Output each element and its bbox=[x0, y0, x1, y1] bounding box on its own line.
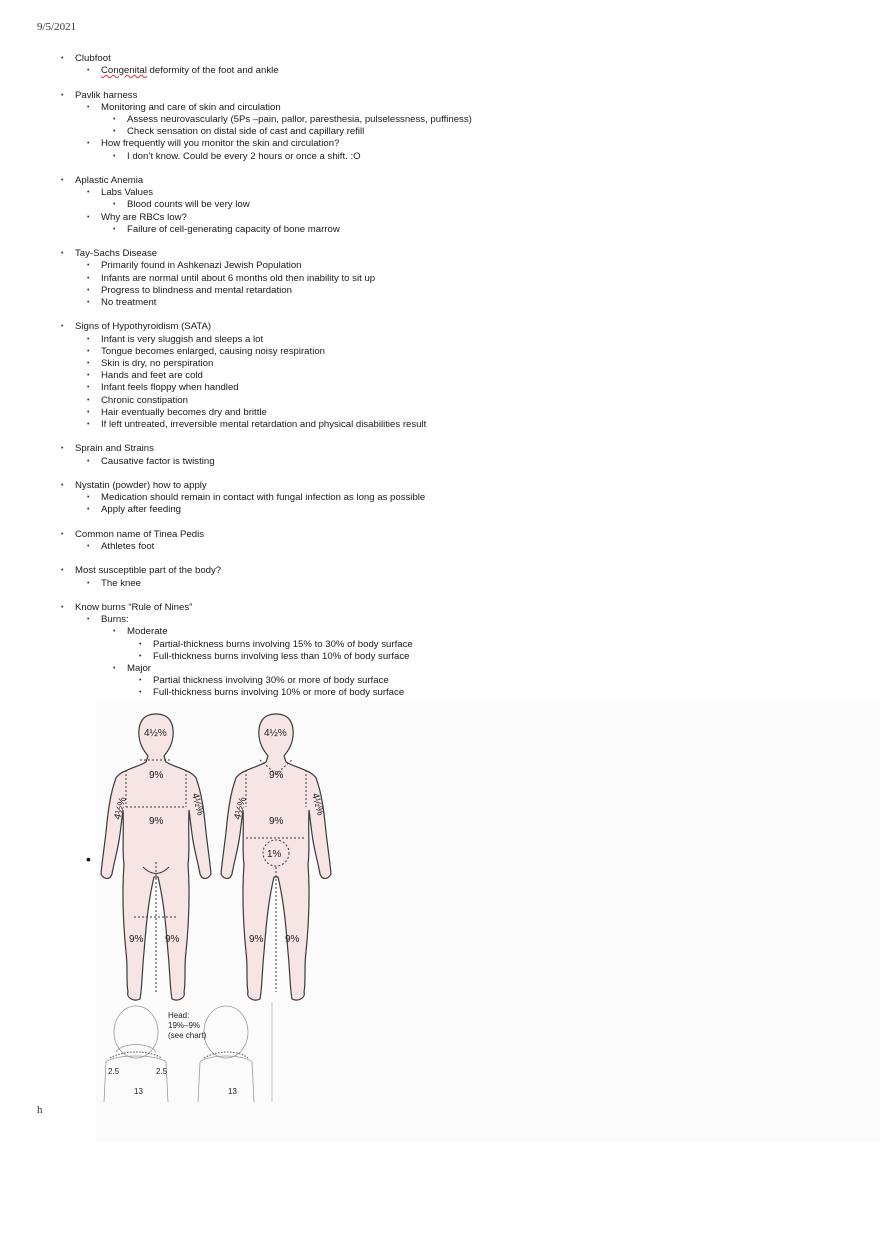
outline-line bbox=[113, 199, 250, 211]
outline-text: Athletes foot bbox=[101, 541, 155, 552]
outline-text: Nystatin (powder) how to apply bbox=[75, 480, 207, 491]
bullet-icon: • bbox=[61, 567, 64, 575]
outline-text: Common name of Tinea Pedis bbox=[75, 528, 205, 540]
outline-line bbox=[87, 504, 182, 516]
outline-line bbox=[87, 211, 187, 224]
outline-line bbox=[87, 65, 279, 77]
outline-text: Chronic constipation bbox=[101, 394, 188, 406]
label-back-right-arm: 4½% bbox=[189, 791, 206, 817]
figure-bullet: • bbox=[86, 851, 91, 867]
bullet-icon: • bbox=[87, 384, 90, 392]
bullet-icon: • bbox=[139, 652, 142, 660]
bullet-icon: • bbox=[87, 543, 90, 550]
outline-line bbox=[139, 650, 410, 663]
bullet-icon: • bbox=[113, 201, 116, 209]
outline-text: Signs of Hypothyroidism (SATA) bbox=[75, 321, 212, 333]
outline-text: Burns: bbox=[101, 614, 129, 626]
label-back-lower-trunk: 9% bbox=[149, 816, 164, 827]
outline-text: Full-thickness burns involving less than 10% of body surface bbox=[153, 650, 410, 662]
label-front-right-arm: 4½% bbox=[309, 791, 326, 817]
outline-line bbox=[61, 89, 138, 102]
outline-line bbox=[87, 455, 215, 468]
outline-line bbox=[87, 382, 239, 394]
label-back-head: 4½% bbox=[144, 728, 167, 739]
outline-text: Monitoring and care of skin and circulation bbox=[101, 101, 281, 113]
bullet-icon: • bbox=[113, 225, 116, 233]
outline-text: Apply after feeding bbox=[101, 504, 182, 516]
outline-text: Labs Values bbox=[101, 187, 154, 199]
outline-text: Full-thickness burns involving 10% or more of body surface bbox=[153, 687, 405, 699]
bullet-icon: • bbox=[113, 116, 116, 123]
label-front-right-leg: 9% bbox=[285, 934, 300, 945]
outline-text: If left untreated, irreversible mental retardation and physical disabilities result bbox=[101, 419, 427, 430]
bullet-icon: • bbox=[61, 530, 64, 538]
bullet-icon: • bbox=[61, 323, 64, 331]
outline-line bbox=[87, 394, 188, 407]
child-arm-left: 2.5 bbox=[108, 1067, 120, 1076]
bullet-icon: • bbox=[61, 604, 64, 611]
outline-line bbox=[87, 577, 142, 590]
child-head-note-1: Head: bbox=[168, 1011, 190, 1020]
outline-text: Major bbox=[127, 663, 151, 674]
bullet-icon: • bbox=[87, 360, 90, 367]
bullet-icon: • bbox=[139, 640, 142, 648]
bullet-icon: • bbox=[87, 494, 90, 502]
page-date: 9/5/2021 bbox=[37, 21, 77, 33]
outline-line bbox=[87, 345, 325, 358]
label-front-perineum: 1% bbox=[267, 849, 282, 860]
outline-text: Assess neurovascularly (5Ps –pain, pallor, paresthesia, pulselessness, puffiness) bbox=[127, 114, 472, 125]
outline-text: Tongue becomes enlarged, causing noisy respiration bbox=[101, 345, 325, 357]
outline-line bbox=[87, 101, 281, 114]
bullet-icon: • bbox=[139, 689, 142, 697]
outline-line bbox=[61, 480, 207, 492]
outline-text: Moderate bbox=[127, 626, 168, 638]
outline-text: Clubfoot bbox=[75, 53, 111, 64]
outline-text: Pavlik harness bbox=[75, 89, 138, 101]
outline-text: Skin is dry, no perspiration bbox=[101, 358, 214, 369]
label-back-left-leg: 9% bbox=[129, 934, 144, 945]
child-arm-right: 2.5 bbox=[156, 1067, 168, 1076]
outline-line bbox=[139, 638, 413, 651]
child-trunk-front: 13 bbox=[134, 1087, 143, 1096]
bullet-icon: • bbox=[113, 128, 116, 136]
outline-text: Know burns “Rule of Nines” bbox=[75, 602, 193, 613]
bullet-icon: • bbox=[61, 55, 64, 62]
outline-line bbox=[87, 358, 214, 370]
outline-line bbox=[113, 663, 151, 675]
outline-text: Progress to blindness and mental retardation bbox=[101, 284, 292, 296]
outline-text: Check sensation on distal side of cast and capillary refill bbox=[127, 126, 365, 138]
outline-text: Failure of cell-generating capacity of bone marrow bbox=[127, 223, 340, 235]
label-back-left-arm: 4½% bbox=[112, 795, 129, 821]
child-head-note-3: (see chart) bbox=[168, 1031, 207, 1040]
outline-text: Hands and feet are cold bbox=[101, 370, 203, 382]
child-trunk-back: 13 bbox=[228, 1087, 237, 1096]
outline-line bbox=[139, 687, 405, 699]
outline-text: Tay-Sachs Disease bbox=[75, 248, 158, 260]
outline-text: Why are RBCs low? bbox=[101, 211, 187, 223]
bullet-icon: • bbox=[87, 396, 90, 404]
outline-line bbox=[113, 126, 365, 138]
outline-line bbox=[87, 370, 203, 382]
outline-text: Infants are normal until about 6 months old then inability to sit up bbox=[101, 272, 376, 284]
outline-text: Medication should remain in contact with fungal infection as long as possible bbox=[101, 492, 426, 504]
bullet-icon: • bbox=[61, 177, 64, 184]
footer-left: h bbox=[37, 1104, 43, 1116]
label-front-left-leg: 9% bbox=[249, 934, 264, 945]
outline-line bbox=[61, 321, 212, 333]
outline-line bbox=[87, 419, 427, 431]
outline-line bbox=[61, 602, 193, 614]
bullet-icon: • bbox=[87, 299, 90, 306]
outline-line bbox=[87, 260, 302, 272]
outline-line bbox=[61, 175, 144, 187]
outline-text: Infant is very sluggish and sleeps a lot bbox=[101, 333, 264, 345]
bullet-icon: • bbox=[87, 274, 90, 282]
outline-line bbox=[87, 406, 267, 419]
bullet-icon: • bbox=[61, 445, 64, 453]
bullet-icon: • bbox=[87, 579, 90, 587]
outline-text: Partial-thickness burns involving 15% to 30% of body surface bbox=[153, 638, 413, 650]
bullet-icon: • bbox=[113, 152, 116, 160]
bullet-icon: • bbox=[113, 665, 116, 672]
outline-line bbox=[87, 492, 426, 504]
outline-text: Aplastic Anemia bbox=[75, 175, 144, 186]
label-front-upper-trunk: 9% bbox=[269, 770, 284, 781]
outline-line bbox=[87, 284, 292, 297]
bullet-icon: • bbox=[113, 628, 116, 636]
rule-of-nines-figure bbox=[96, 702, 336, 1102]
outline-line bbox=[61, 53, 111, 65]
outline-line bbox=[87, 138, 340, 150]
label-front-head: 4½% bbox=[264, 728, 287, 739]
outline-line bbox=[61, 528, 205, 541]
bullet-icon: • bbox=[87, 457, 90, 465]
outline-line bbox=[113, 626, 168, 638]
label-back-right-leg: 9% bbox=[165, 934, 180, 945]
outline-text: Sprain and Strains bbox=[75, 443, 154, 455]
outline-text: How frequently will you monitor the skin and circulation? bbox=[101, 138, 340, 150]
bullet-icon: • bbox=[87, 408, 90, 416]
outline-text: Blood counts will be very low bbox=[127, 199, 250, 211]
outline-line bbox=[113, 223, 340, 236]
outline-line bbox=[87, 333, 264, 346]
bullet-icon: • bbox=[87, 506, 90, 514]
bullet-icon: • bbox=[87, 189, 90, 197]
outline-line bbox=[87, 297, 157, 309]
outline-text: Congenital deformity of the foot and ankle bbox=[101, 65, 279, 77]
outline-text: The knee bbox=[101, 577, 142, 589]
label-front-lower-trunk: 9% bbox=[269, 816, 284, 827]
bullet-icon: • bbox=[87, 140, 90, 148]
outline-line bbox=[113, 114, 472, 126]
outline-line bbox=[87, 614, 129, 626]
outline-line bbox=[139, 675, 389, 687]
outline-text: No treatment bbox=[101, 297, 157, 308]
label-back-upper-trunk: 9% bbox=[149, 770, 164, 781]
bullet-icon: • bbox=[139, 677, 142, 685]
outline-line bbox=[87, 541, 155, 553]
bullet-icon: • bbox=[87, 286, 90, 294]
bullet-icon: • bbox=[87, 616, 90, 624]
bullet-icon: • bbox=[87, 335, 90, 343]
outline-text: Primarily found in Ashkenazi Jewish Population bbox=[101, 260, 302, 272]
bullet-icon: • bbox=[87, 103, 90, 111]
back-body-outline bbox=[101, 714, 211, 1000]
outline-line bbox=[61, 248, 158, 260]
outline-text: I don’t know. Could be every 2 hours or once a shift. :O bbox=[127, 150, 361, 162]
outline-line bbox=[87, 187, 154, 199]
outline-text: Most susceptible part of the body? bbox=[75, 565, 222, 577]
outline-text: Causative factor is twisting bbox=[101, 455, 215, 467]
bullet-icon: • bbox=[61, 250, 64, 258]
child-head-note-2: 19%–9% bbox=[168, 1021, 201, 1030]
outline-line bbox=[61, 565, 222, 577]
bullet-icon: • bbox=[61, 91, 64, 99]
outline-text: Infant feels floppy when handled bbox=[101, 382, 239, 394]
label-front-left-arm: 4½% bbox=[232, 795, 249, 821]
outline-text: Partial thickness involving 30% or more of body surface bbox=[153, 675, 389, 687]
bullet-icon: • bbox=[87, 262, 90, 270]
bullet-icon: • bbox=[61, 482, 64, 489]
outline-line bbox=[113, 150, 361, 163]
bullet-icon: • bbox=[87, 213, 90, 221]
bullet-icon: • bbox=[87, 347, 90, 355]
bullet-icon: • bbox=[87, 421, 90, 428]
bullet-icon: • bbox=[87, 67, 90, 75]
outline-line bbox=[61, 443, 154, 455]
outline-text: Hair eventually becomes dry and brittle bbox=[101, 406, 267, 418]
outline-line bbox=[87, 272, 376, 285]
bullet-icon: • bbox=[87, 372, 90, 380]
